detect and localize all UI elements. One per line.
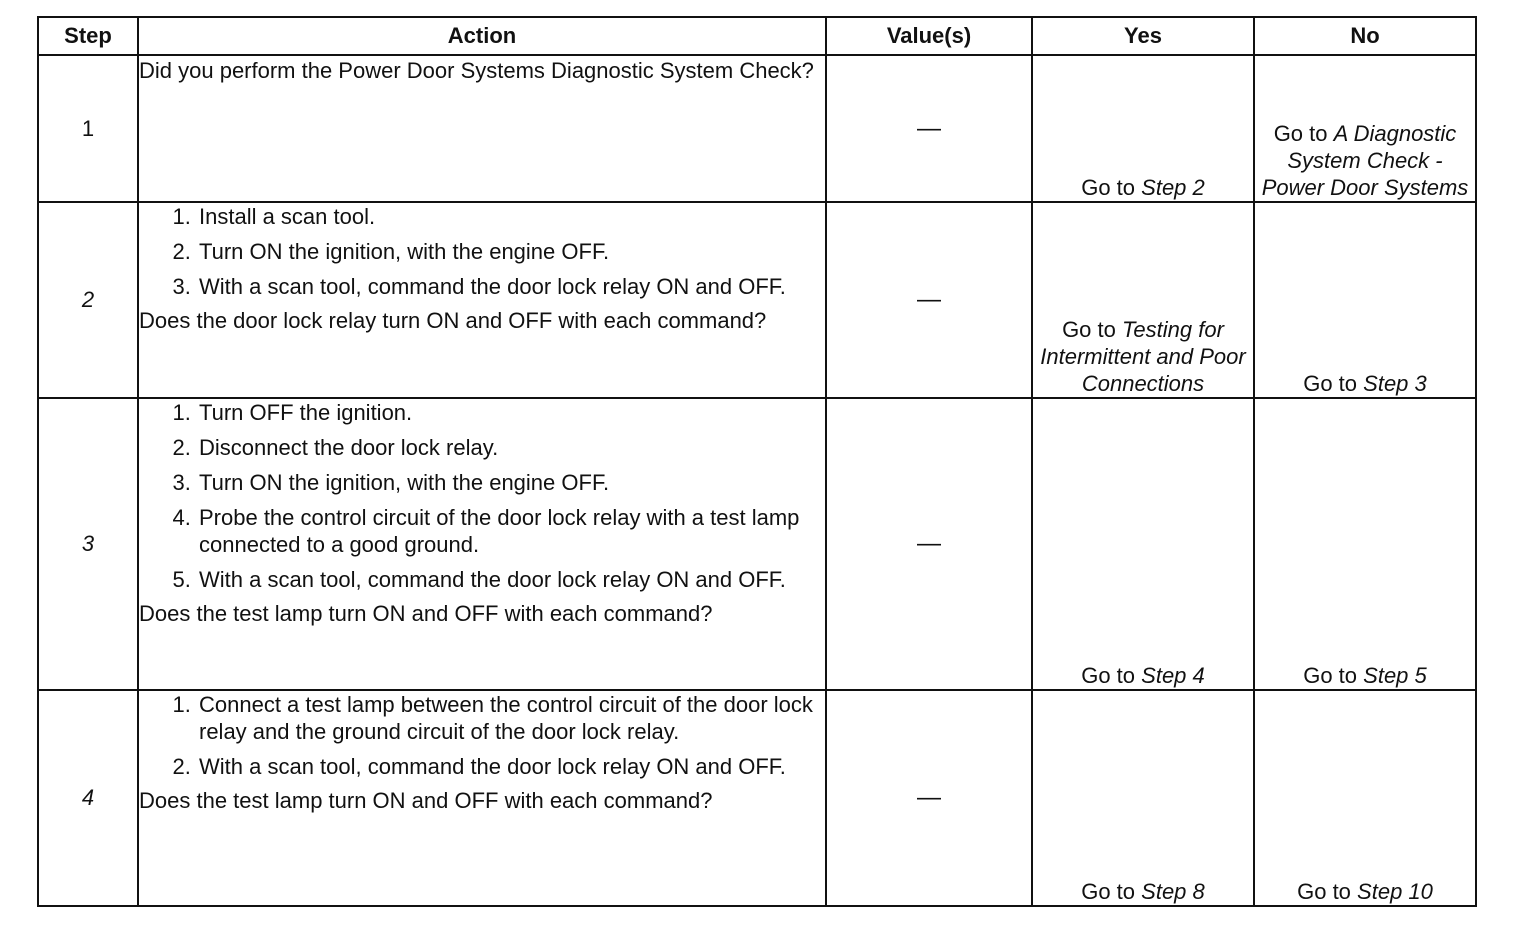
value-cell: — [826,202,1032,398]
action-step-item: 1. Install a scan tool. [197,203,825,230]
action-step-item: 2. Disconnect the door lock relay. [197,434,825,461]
action-cell [138,55,826,202]
header-value: Value(s) [826,17,1032,55]
no-reference: Step 5 [1363,663,1427,688]
action-step-item: 3. With a scan tool, command the door lock relay ON and OFF. [197,273,825,300]
yes-reference: Testing for Intermittent and Poor Connections [1040,317,1246,396]
no-prefix: Go to [1297,879,1351,904]
action-step-item: 2. With a scan tool, command the door lock relay ON and OFF. [197,753,825,780]
yes-prefix: Go to [1081,175,1136,200]
action-steps-list [139,691,825,780]
no-prefix: Go to [1303,371,1358,396]
step-number: 4 [38,690,138,906]
yes-reference: Step 8 [1141,879,1205,904]
action-step-item: 5. With a scan tool, command the door lock relay ON and OFF. [197,566,825,593]
action-question: Does the test lamp turn ON and OFF with each command? [139,788,713,813]
yes-cell [1032,690,1254,906]
step-number: 1 [38,55,138,202]
action-steps-list [139,203,825,300]
header-row [38,17,1476,55]
no-prefix: Go to [1303,663,1358,688]
yes-prefix: Go to [1062,317,1116,342]
no-prefix: Go to [1273,121,1328,146]
no-reference: A Diagnostic System Check - Power Door Systems [1261,121,1469,200]
yes-reference: Step 2 [1141,175,1205,200]
no-reference: Step 3 [1363,371,1427,396]
value-cell: — [826,690,1032,906]
yes-cell [1032,55,1254,202]
yes-cell [1032,398,1254,690]
table-row [38,202,1476,398]
action-step-item: 3. Turn ON the ignition, with the engine OFF. [197,469,825,496]
table-row [38,398,1476,690]
value-cell: — [826,55,1032,202]
step-number: 3 [38,398,138,690]
value-cell: — [826,398,1032,690]
no-reference: Step 10 [1357,879,1433,904]
header-step: Step [38,17,138,55]
action-question: Did you perform the Power Door Systems Diagnostic System Check? [139,58,814,83]
no-cell [1254,690,1476,906]
action-question: Does the test lamp turn ON and OFF with each command? [139,601,713,626]
action-step-item: 1. Turn OFF the ignition. [197,399,825,426]
yes-reference: Step 4 [1141,663,1205,688]
action-step-item: 2. Turn ON the ignition, with the engine OFF. [197,238,825,265]
action-step-item: 1. Connect a test lamp between the control circuit of the door lock relay and the ground circuit of the door lock relay. [197,691,825,745]
header-no: No [1254,17,1476,55]
no-cell [1254,55,1476,202]
yes-prefix: Go to [1081,663,1136,688]
action-step-item: 4. Probe the control circuit of the door lock relay with a test lamp connected to a good ground. [197,504,825,558]
action-steps-list [139,399,825,593]
step-number: 2 [38,202,138,398]
yes-prefix: Go to [1081,879,1136,904]
action-question: Does the door lock relay turn ON and OFF with each command? [139,308,767,333]
action-cell [138,690,826,906]
no-cell [1254,398,1476,690]
action-cell [138,398,826,690]
action-cell [138,202,826,398]
yes-cell [1032,202,1254,398]
diagnostic-table [37,16,1477,907]
no-cell [1254,202,1476,398]
table-row [38,55,1476,202]
header-yes: Yes [1032,17,1254,55]
table-row [38,690,1476,906]
header-action: Action [138,17,826,55]
